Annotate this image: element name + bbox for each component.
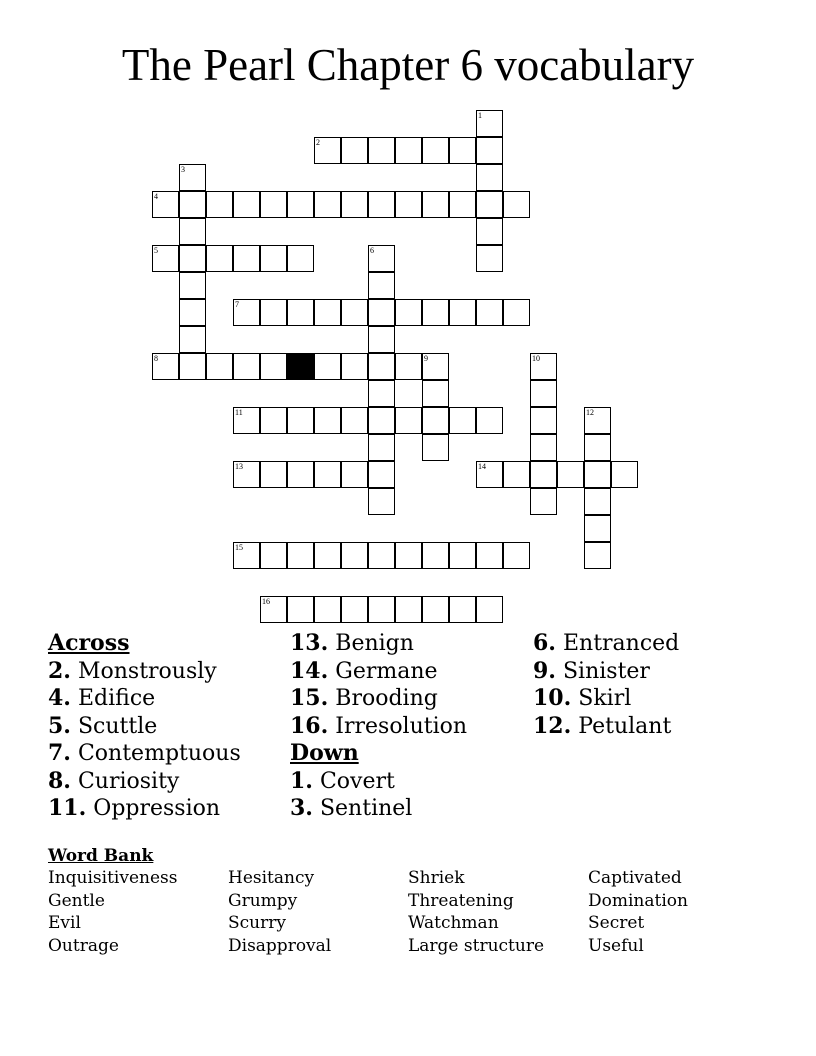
word-bank-item: Gentle (48, 890, 105, 911)
grid-cell[interactable] (422, 434, 449, 461)
grid-cell[interactable] (422, 542, 449, 569)
grid-cell[interactable] (476, 245, 503, 272)
grid-cell[interactable] (449, 299, 476, 326)
word-bank-item: Secret (588, 913, 645, 934)
grid-cell[interactable] (476, 461, 503, 488)
grid-cell[interactable] (260, 299, 287, 326)
clue-text: Benign (335, 631, 414, 656)
grid-cell[interactable] (449, 596, 476, 623)
grid-cell[interactable] (530, 434, 557, 461)
clue-column-3 (533, 630, 679, 740)
grid-cell[interactable] (314, 191, 341, 218)
down-heading: Down (290, 740, 359, 766)
word-bank-item: Grumpy (228, 890, 298, 911)
grid-cell[interactable] (449, 137, 476, 164)
grid-cell[interactable] (368, 137, 395, 164)
grid-cell[interactable] (503, 191, 530, 218)
word-bank-item: Captivated (588, 868, 682, 888)
grid-cell[interactable] (476, 191, 503, 218)
word-bank-item: Shriek (408, 868, 465, 888)
grid-cell[interactable] (584, 542, 611, 569)
grid-cell[interactable] (260, 542, 287, 569)
grid-cell[interactable] (233, 407, 260, 434)
grid-cell[interactable] (260, 407, 287, 434)
grid-cell[interactable] (368, 299, 395, 326)
clue-number: 5. (48, 712, 71, 739)
grid-cell[interactable] (422, 191, 449, 218)
grid-cell[interactable] (314, 137, 341, 164)
grid-cell[interactable] (152, 353, 179, 380)
grid-cell[interactable] (476, 137, 503, 164)
grid-cell[interactable] (395, 299, 422, 326)
cell-number: 8 (154, 354, 158, 363)
clue-across-13 (290, 630, 467, 658)
grid-cell[interactable] (395, 353, 422, 380)
clue-text: Skirl (578, 686, 632, 711)
cell-number: 9 (424, 354, 428, 363)
grid-cell[interactable] (206, 353, 233, 380)
clue-down-1 (290, 768, 467, 796)
clue-text: Curiosity (77, 768, 180, 794)
word-bank-item: Evil (48, 913, 81, 934)
cell-number: 1 (478, 111, 482, 120)
cell-number: 6 (370, 246, 374, 255)
grid-cell[interactable] (179, 191, 206, 218)
clue-number: 8. (48, 767, 71, 794)
grid-cell[interactable] (314, 542, 341, 569)
clue-across-8 (48, 768, 241, 796)
clue-number: 1. (290, 767, 313, 794)
grid-cell[interactable] (395, 542, 422, 569)
grid-cell[interactable] (476, 164, 503, 191)
grid-cell[interactable] (584, 515, 611, 542)
grid-cell[interactable] (368, 353, 395, 380)
grid-cell[interactable] (395, 137, 422, 164)
clue-down-3 (290, 795, 467, 823)
clue-number: 12. (533, 712, 572, 739)
grid-cell[interactable] (179, 353, 206, 380)
grid-cell[interactable] (260, 245, 287, 272)
word-bank-item: Domination (588, 890, 688, 911)
clue-number: 10. (533, 685, 572, 711)
word-bank-item: Threatening (408, 890, 514, 911)
across-heading: Across (48, 630, 130, 656)
grid-cell[interactable] (368, 272, 395, 299)
cell-number: 7 (235, 300, 239, 309)
grid-cell[interactable] (368, 191, 395, 218)
grid-cell[interactable] (584, 434, 611, 461)
grid-cell[interactable] (368, 434, 395, 461)
grid-cell[interactable] (503, 542, 530, 569)
grid-cell[interactable] (530, 461, 557, 488)
grid-cell[interactable] (341, 407, 368, 434)
grid-cell[interactable] (287, 596, 314, 623)
word-bank-item: Scurry (228, 913, 286, 934)
grid-cell[interactable] (287, 542, 314, 569)
grid-cell[interactable] (449, 191, 476, 218)
cell-number: 10 (532, 354, 540, 363)
grid-cell[interactable] (422, 380, 449, 407)
clue-across-14 (290, 658, 467, 686)
clue-across-15 (290, 685, 467, 713)
grid-cell[interactable] (368, 596, 395, 623)
cell-number: 15 (235, 543, 243, 552)
grid-cell[interactable] (368, 488, 395, 515)
clue-across-5 (48, 713, 241, 741)
word-bank-item: Watchman (408, 913, 499, 934)
grid-cell[interactable] (476, 542, 503, 569)
word-bank-item: Outrage (48, 935, 119, 956)
grid-cell[interactable] (476, 110, 503, 137)
grid-cell[interactable] (503, 461, 530, 488)
grid-cell[interactable] (260, 596, 287, 623)
grid-cell[interactable] (341, 299, 368, 326)
grid-cell[interactable] (152, 191, 179, 218)
grid-cell[interactable] (449, 407, 476, 434)
grid-cell[interactable] (449, 542, 476, 569)
clue-across-4 (48, 685, 241, 713)
cell-number: 3 (181, 165, 185, 174)
grid-cell[interactable] (584, 461, 611, 488)
grid-cell[interactable] (368, 380, 395, 407)
clue-number: 2. (48, 657, 71, 684)
puzzle-title: The Pearl Chapter 6 vocabulary (121, 40, 695, 90)
word-bank-item: Useful (588, 935, 644, 956)
clue-across-11 (48, 795, 241, 823)
clue-text: Oppression (93, 796, 221, 821)
grid-cell[interactable] (260, 353, 287, 380)
word-bank-item: Inquisitiveness (48, 868, 178, 888)
grid-cell[interactable] (341, 137, 368, 164)
grid-cell[interactable] (584, 488, 611, 515)
grid-cell[interactable] (287, 299, 314, 326)
clue-text: Monstrously (77, 658, 217, 684)
grid-cell[interactable] (206, 191, 233, 218)
grid-cell[interactable] (233, 191, 260, 218)
grid-cell[interactable] (233, 245, 260, 272)
grid-cell[interactable] (368, 326, 395, 353)
grid-cell[interactable] (314, 461, 341, 488)
grid-cell[interactable] (476, 299, 503, 326)
grid-cell[interactable] (341, 461, 368, 488)
cell-number: 11 (235, 408, 243, 417)
grid-cell[interactable] (530, 380, 557, 407)
clue-number: 15. (290, 685, 329, 711)
clue-number: 4. (48, 685, 71, 711)
clue-down-9 (533, 658, 679, 686)
clue-number: 9. (533, 657, 556, 684)
grid-cell[interactable] (476, 596, 503, 623)
grid-cell[interactable] (341, 596, 368, 623)
clue-number: 3. (290, 795, 313, 821)
clue-text: Petulant (578, 713, 672, 739)
grid-cell[interactable] (422, 299, 449, 326)
grid-cell[interactable] (368, 245, 395, 272)
word-bank-item: Hesitancy (228, 868, 315, 888)
grid-cell[interactable] (233, 461, 260, 488)
clue-text: Covert (319, 768, 395, 794)
grid-cell[interactable] (530, 353, 557, 380)
grid-cell[interactable] (179, 272, 206, 299)
grid-cell[interactable] (260, 461, 287, 488)
clue-number: 7. (48, 740, 71, 766)
clue-down-6 (533, 630, 679, 658)
grid-cell[interactable] (422, 137, 449, 164)
clue-text: Sentinel (319, 796, 413, 821)
grid-cell[interactable] (233, 353, 260, 380)
grid-cell[interactable] (341, 191, 368, 218)
grid-cell[interactable] (341, 353, 368, 380)
grid-cell[interactable] (314, 299, 341, 326)
grid-cell[interactable] (584, 407, 611, 434)
clue-column-1 (48, 630, 241, 823)
grid-cell[interactable] (233, 542, 260, 569)
grid-cell[interactable] (395, 407, 422, 434)
cell-number: 13 (235, 462, 243, 471)
grid-cell[interactable] (233, 299, 260, 326)
grid-cell[interactable] (179, 299, 206, 326)
grid-cell[interactable] (530, 488, 557, 515)
grid-cell[interactable] (287, 461, 314, 488)
clue-across-2 (48, 658, 241, 686)
grid-cell[interactable] (341, 542, 368, 569)
grid-cell[interactable] (314, 353, 341, 380)
grid-cell[interactable] (530, 407, 557, 434)
clue-number: 13. (290, 630, 329, 656)
clue-number: 6. (533, 630, 556, 656)
grid-cell[interactable] (422, 407, 449, 434)
clue-across-7 (48, 740, 241, 768)
clue-text: Sinister (562, 658, 650, 684)
grid-cell[interactable] (179, 164, 206, 191)
grid-cell[interactable] (368, 407, 395, 434)
grid-cell[interactable] (422, 596, 449, 623)
grid-cell[interactable] (179, 245, 206, 272)
grid-cell[interactable] (287, 245, 314, 272)
grid-cell[interactable] (557, 461, 584, 488)
cell-number: 2 (316, 138, 320, 147)
clue-across-16 (290, 713, 467, 741)
grid-cell[interactable] (287, 191, 314, 218)
grid-cell[interactable] (422, 353, 449, 380)
grid-cell[interactable] (314, 407, 341, 434)
cell-number: 5 (154, 246, 158, 255)
word-bank-item: Disapproval (228, 935, 332, 956)
word-bank-item: Large structure (408, 935, 545, 956)
grid-cell[interactable] (314, 596, 341, 623)
grid-cell[interactable] (152, 245, 179, 272)
grid-cell[interactable] (179, 218, 206, 245)
grid-cell[interactable] (476, 407, 503, 434)
grid-cell[interactable] (476, 218, 503, 245)
clue-text: Edifice (77, 686, 156, 711)
clue-number: 11. (48, 795, 87, 821)
grid-cell[interactable] (503, 299, 530, 326)
clue-text: Brooding (335, 686, 438, 711)
black-cell (287, 353, 314, 380)
grid-cell[interactable] (395, 596, 422, 623)
grid-cell[interactable] (368, 461, 395, 488)
grid-cell[interactable] (287, 407, 314, 434)
word-bank-title: Word Bank (48, 846, 154, 866)
grid-cell[interactable] (368, 542, 395, 569)
clue-number: 14. (290, 657, 329, 684)
grid-cell[interactable] (260, 191, 287, 218)
grid-cell[interactable] (206, 245, 233, 272)
clue-text: Irresolution (335, 713, 468, 739)
cell-number: 16 (262, 597, 270, 606)
clue-text: Contemptuous (77, 741, 241, 766)
clue-down-12 (533, 713, 679, 741)
clue-text: Scuttle (77, 713, 158, 739)
cell-number: 12 (586, 408, 594, 417)
cell-number: 14 (478, 462, 486, 471)
clue-number: 16. (290, 712, 329, 739)
grid-cell[interactable] (611, 461, 638, 488)
clue-text: Entranced (562, 631, 680, 656)
grid-cell[interactable] (179, 326, 206, 353)
clue-text: Germane (335, 658, 438, 684)
clue-column-2 (290, 630, 467, 823)
clue-down-10 (533, 685, 679, 713)
cell-number: 4 (154, 192, 158, 201)
grid-cell[interactable] (395, 191, 422, 218)
